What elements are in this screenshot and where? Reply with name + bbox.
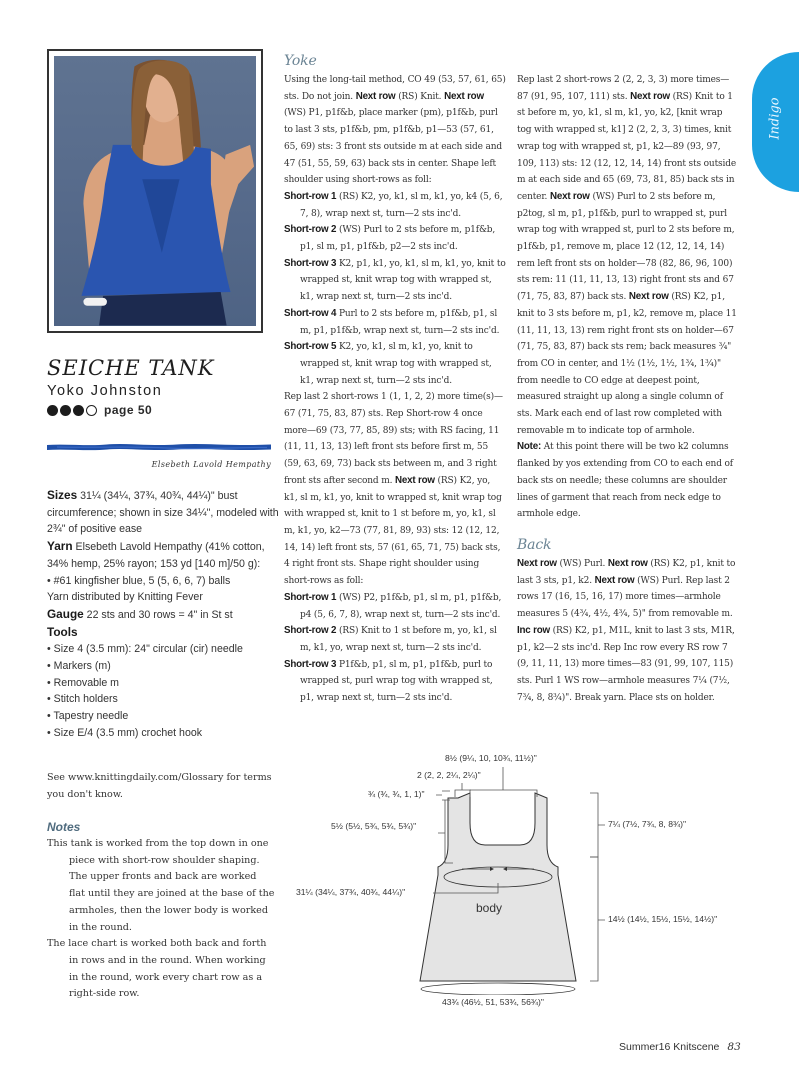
tool-item: • Size E/4 (3.5 mm) crochet hook <box>47 725 279 742</box>
designer-name: Yoko Johnston <box>47 383 163 399</box>
short-row: Short-row 2 (WS) Purl to 2 sts before m, p1f&b, p1, sl m, p1, p1f&b, p2—2 sts inc'd. <box>284 224 496 253</box>
notes-heading: Notes <box>47 820 81 834</box>
yarn-credit: Elsebeth Lavold Hempathy <box>151 460 271 469</box>
schematic-drawing <box>290 745 730 995</box>
dim-neck-width: 8½ (9¼, 10, 10¾, 11½)" <box>445 753 537 763</box>
back-section <box>517 536 551 556</box>
gauge-entry <box>47 606 279 624</box>
tools-label: Tools <box>47 624 78 639</box>
dim-hem: 43¾ (46½, 51, 53¾, 56¾)" <box>442 997 544 1007</box>
dim-body-length: 14½ (14½, 15½, 15½, 14½)" <box>608 914 718 924</box>
short-row: Short-row 1 (WS) P2, p1f&b, p1, sl m, p1, p1f&b, p4 (5, 6, 7, 8), wrap next st, turn—2 sts inc'd. <box>284 591 502 620</box>
tool-item: • Stitch holders <box>47 691 279 708</box>
yoke-instructions-col2 <box>517 72 739 523</box>
yoke-note: Note: At this point there will be two k2 columns flanked by yos extending from CO to each end of back sts on needle; these columns are shoulder lines of garment that reach from neck edge to armhole edge. <box>517 441 733 520</box>
dim-shoulder-drop: ¾ (¾, ¾, 1, 1)" <box>368 789 425 799</box>
model-photo <box>54 56 256 326</box>
sizes-entry <box>47 487 279 538</box>
dim-bust: 31¼ (34¼, 37¾, 40¾, 44¼)" <box>296 887 406 897</box>
difficulty-dot-filled <box>73 405 84 416</box>
tool-item: • Markers (m) <box>47 658 279 675</box>
dim-armhole-depth: 7¼ (7½, 7¾, 8, 8¾)" <box>608 819 687 829</box>
difficulty-dot-empty <box>86 405 97 416</box>
short-row: Short-row 3 P1f&b, p1, sl m, p1, p1f&b, purl to wrapped st, purl wrap tog with wrapped st, p1, wrap next st, turn—2 sts inc'd. <box>284 658 493 704</box>
tool-item: • Removable m <box>47 675 279 692</box>
dim-neck-depth: 5½ (5½, 5¾, 5¾, 5¾)" <box>331 821 417 831</box>
section-tab-label: Indigo <box>767 97 783 140</box>
back-heading: Back <box>517 537 552 553</box>
garment-schematic <box>290 745 730 1007</box>
short-row: Short-row 1 (RS) K2, yo, k1, sl m, k1, yo, k4 (5, 6, 7, 8), wrap next st, turn—2 sts inc'd. <box>284 190 503 219</box>
yoke-instructions-col1 <box>284 52 506 707</box>
gauge-label: Gauge <box>47 606 84 621</box>
yarn-strand-image <box>47 444 271 451</box>
page-reference: page 50 <box>104 403 153 417</box>
yarn-distributor: Yarn distributed by Knitting Fever <box>47 591 203 604</box>
yoke-intro: Using the long-tail method, CO 49 (53, 57, 61, 65) sts. Do not join. Next row (RS) Knit. Next row (WS) P1, p1f&b, place marker (pm), p1f&b, purl to last 3 sts, p1f&b, pm, p1f&b, p1—53 (57, 61, 65, 69) sts: 3 front sts outside m at each side and 47 (51, 55, 59, 63) back sts in center. Shape left shoulder using short-rows as foll: <box>284 75 506 186</box>
note-paragraph: This tank is worked from the top down in one piece with short-row shoulder shaping. The upper fronts and back are worked flat until they are joined at the base of the armholes, then the lower body is worked in the round. <box>47 838 275 933</box>
yarn-label: Yarn <box>47 539 73 554</box>
yarn-entry <box>47 538 279 572</box>
yarn-text: Elsebeth Lavold Hempathy (41% cotton, 34% hemp, 25% rayon; 153 yd [140 m]/50 g): <box>47 541 265 570</box>
notes-body <box>47 836 275 1003</box>
model-photo-frame <box>47 49 263 333</box>
dim-shoulder-width: 2 (2, 2, 2¼, 2¼)" <box>417 770 481 780</box>
difficulty-dot-filled <box>47 405 58 416</box>
short-row: Short-row 4 Purl to 2 sts before m, p1f&b, p1, sl m, p1, p1f&b, wrap next st, turn—2 sts inc'd. <box>284 307 500 336</box>
sizes-text: 31¼ (34¼, 37¾, 40¾, 44¼)" bust circumference; shown in size 34¼", modeled with 2¾" of positive ease <box>47 490 279 536</box>
schematic-body-label: body <box>476 901 503 915</box>
note-paragraph: The lace chart is worked both back and forth in rows and in the round. When working in the round, work every chart row as a right-side row. <box>47 938 267 1000</box>
tool-item: • Size 4 (3.5 mm): 24" circular (cir) needle <box>47 641 279 658</box>
yoke-heading: Yoke <box>284 53 317 69</box>
yoke-end-paragraph: Rep last 2 short-rows 2 (2, 2, 3, 3) more times—87 (91, 95, 107, 111) sts. Next row (RS) Knit to 1 st before m, yo, k1, sl m, k1, yo, k2, [knit wrap tog with wrapped st, k1] 2 (2, 2, 3, 3) times, knit wrap tog with wrapped st, p1, k2—89 (93, 97, 109, 113) sts: 12 (12, 12, 14, 14) front sts outside m at each side and 65 (69, 73, 81, 85) back sts in center. Next row (WS) Purl to 2 sts before m, p2tog, sl m, p1, p1f&b, purl to wrapped st, purl wrap tog with wrapped st, purl to 2 sts before m, p1f&b, p1, remove m, place 12 (12, 12, 14, 14) rem left front sts on holder—78 (82, 86, 96, 100) sts rem: 11 (11, 11, 13, 13) right front sts and 67 (71, 75, 83, 87) back sts. Next row (RS) K2, p1, knit to 3 sts before m, p1, k2, remove m, place 11 (11, 11, 13, 13) rem right front sts on holder—67 (71, 75, 83, 87) back sts rem; back measures ¾" from CO in center, and 1½ (1½, 1½, 1¾, 1¾)" from needle to CO edge at deepest point, measured straight up along a single column of sts. Mark each end of last row completed with removable m to indicate top of armhole. <box>517 75 737 436</box>
difficulty-dot-filled <box>60 405 71 416</box>
yoke-mid-paragraph: Rep last 2 short-rows 1 (1, 1, 2, 2) more time(s)—67 (71, 75, 83, 87) sts. Rep Short-row 4 once more—69 (73, 77, 85, 89) sts; with RS facing, 11 (11, 11, 13, 13) left front sts before first m, 55 (59, 63, 69, 73) back sts between m, and 3 right front sts after second m. Next row (RS) K2, yo, k1, sl m, k1, yo, knit to wrapped st, knit wrap tog with wrapped st, knit to 1 st before m, yo, k1, sl m, k1, yo, k2—73 (77, 81, 89, 93) sts: 12 (12, 12, 14, 14) left front sts, 57 (61, 65, 71, 75) back sts, 4 right front sts. Shape right shoulder using short-rows as foll: <box>284 392 503 587</box>
short-row: Short-row 5 K2, yo, k1, sl m, k1, yo, knit to wrapped st, knit wrap tog with wrapped st, k1, wrap next st, turn—2 sts inc'd. <box>284 341 492 386</box>
issue-name: Summer16 Knitscene <box>619 1041 720 1053</box>
model-illustration <box>54 56 256 326</box>
short-row: Short-row 3 K2, p1, k1, yo, k1, sl m, k1, yo, knit to wrapped st, knit wrap tog with wrapped st, k1, wrap next st, turn—2 sts inc'd. <box>284 257 506 303</box>
back-instructions <box>517 556 739 706</box>
back-paragraph: Next row (WS) Purl. Next row (RS) K2, p1, knit to last 3 sts, p1, k2. Next row (WS) Purl. Rep last 2 rows 17 (16, 15, 16, 17) more times—armhole measures 5 (4¾, 4½, 4¾, 5)" from removable m. Inc row (RS) K2, p1, M1L, knit to last 3 sts, M1R, p1, k2—2 sts inc'd. Rep Inc row every RS row 7 (9, 11, 11, 13) more times—83 (91, 99, 107, 115) sts. Purl 1 WS row—armhole measures 7¼ (7½, 7¾, 8, 8¾)". Break yarn. Place sts on holder. <box>517 558 736 703</box>
glossary-link-text: See www.knittingdaily.com/Glossary for terms you don't know. <box>47 772 272 800</box>
page-number: 83 <box>727 1041 741 1053</box>
yarn-bullet: • #61 kingfisher blue, 5 (5, 6, 6, 7) balls <box>47 573 279 590</box>
sizes-label: Sizes <box>47 488 78 502</box>
difficulty-rating <box>47 403 152 417</box>
tool-item: • Tapestry needle <box>47 708 279 725</box>
materials-list <box>47 487 279 742</box>
short-row: Short-row 2 (RS) Knit to 1 st before m, yo, k1, sl m, k1, yo, wrap next st, turn—2 sts inc'd. <box>284 625 497 653</box>
hem-ellipse <box>421 983 575 995</box>
page-footer <box>619 1041 741 1053</box>
gauge-text: 22 sts and 30 rows = 4" in St st <box>86 608 233 621</box>
pattern-title: SEICHE TANK <box>47 356 215 380</box>
